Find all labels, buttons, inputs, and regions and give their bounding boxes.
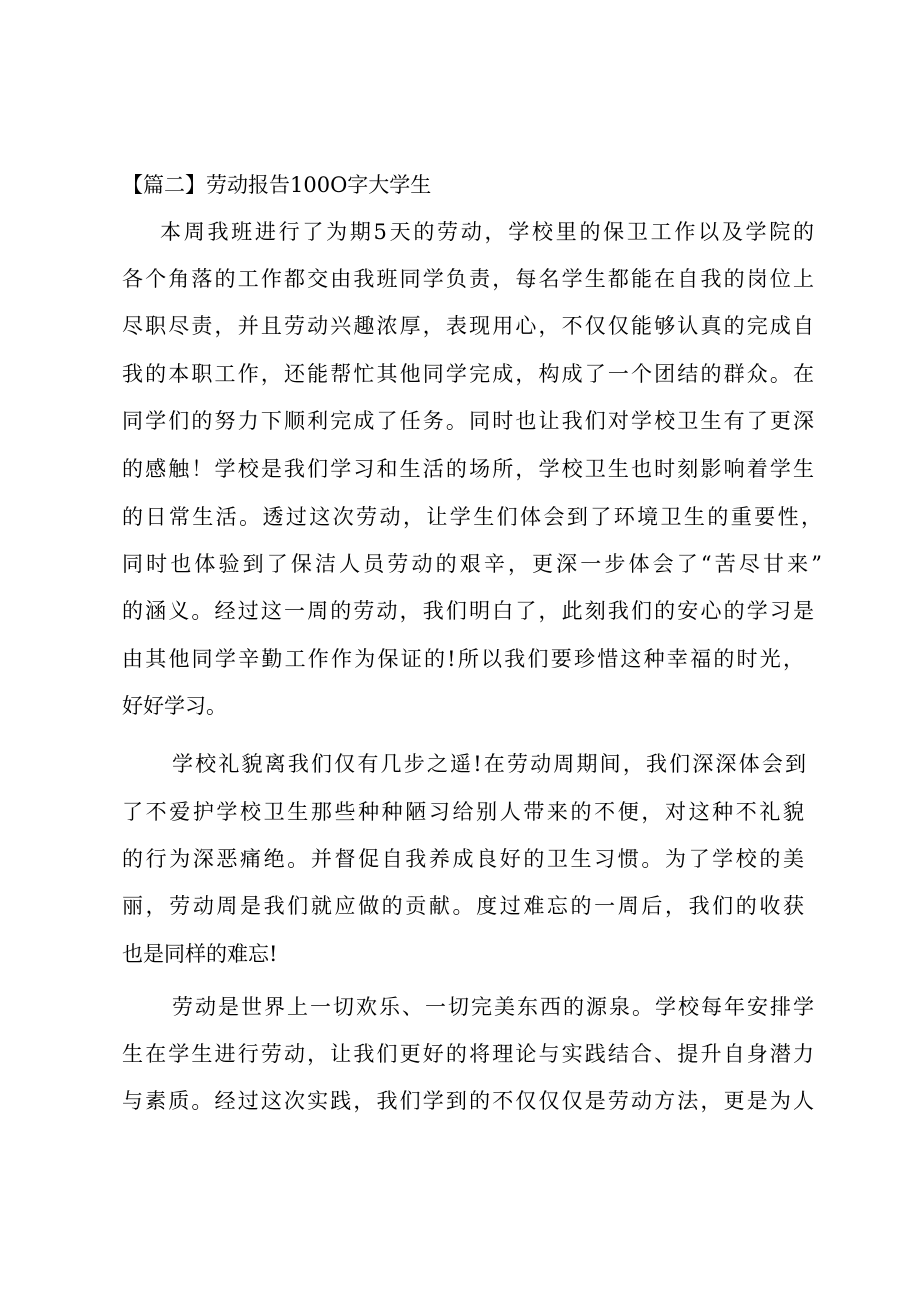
paragraph-1-line-4: 我的本职工作，还能帮忙其他同学完成，构成了一个团结的群众。在: [122, 362, 814, 386]
paragraph-3-line-1: 劳动是世界上一切欢乐、一切完美东西的源泉。学校每年安排学: [172, 995, 814, 1019]
paragraph-1-line-1: 本周我班进行了为期5天的劳动，学校里的保卫工作以及学院的: [160, 220, 814, 244]
paragraph-2-line-4: 丽，劳动周是我们就应做的贡献。度过难忘的一周后，我们的收获: [122, 894, 804, 918]
paragraph-3-line-2: 生在学生进行劳动，让我们更好的将理论与实践结合、提升自身潜力: [122, 1042, 814, 1066]
paragraph-1-line-8: 同时也体验到了保洁人员劳动的艰辛，更深一步体会了“苦尽甘来”: [122, 552, 822, 576]
paragraph-2-line-1: 学校礼貌离我们仅有几步之遥!在劳动周期间，我们深深体会到: [172, 752, 806, 776]
paragraph-3-line-3: 与素质。经过这次实践，我们学到的不仅仅仅是劳动方法，更是为人: [122, 1089, 814, 1113]
paragraph-1-line-6: 的感触！学校是我们学习和生活的场所，学校卫生也时刻影响着学生: [122, 457, 814, 481]
document-title: 【篇二】劳动报告100O字大学生: [122, 173, 432, 197]
paragraph-1-line-7: 的日常生活。透过这次劳动，让学生们体会到了环境卫生的重要性，: [122, 505, 822, 529]
paragraph-2-line-5: 也是同样的难忘!: [122, 942, 278, 966]
paragraph-1-line-11: 好好学习。: [122, 694, 227, 718]
paragraph-1-line-10: 由其他同学辛勤工作作为保证的!所以我们要珍惜这种幸福的时光，: [122, 647, 804, 671]
paragraph-1-line-2: 各个角落的工作都交由我班同学负责，每名学生都能在自我的岗位上: [122, 267, 814, 291]
paragraph-2-line-2: 了不爱护学校卫生那些种种陋习给别人带来的不便，对这种不礼貌: [122, 800, 804, 824]
paragraph-1-line-9: 的涵义。经过这一周的劳动，我们明白了，此刻我们的安心的学习是: [122, 599, 814, 623]
paragraph-1-line-5: 同学们的努力下顺利完成了任务。同时也让我们对学校卫生有了更深: [122, 409, 814, 433]
paragraph-2-line-3: 的行为深恶痛绝。并督促自我养成良好的卫生习惯。为了学校的美: [122, 847, 804, 871]
paragraph-1-line-3: 尽职尽责，并且劳动兴趣浓厚，表现用心，不仅仅能够认真的完成自: [122, 314, 814, 338]
